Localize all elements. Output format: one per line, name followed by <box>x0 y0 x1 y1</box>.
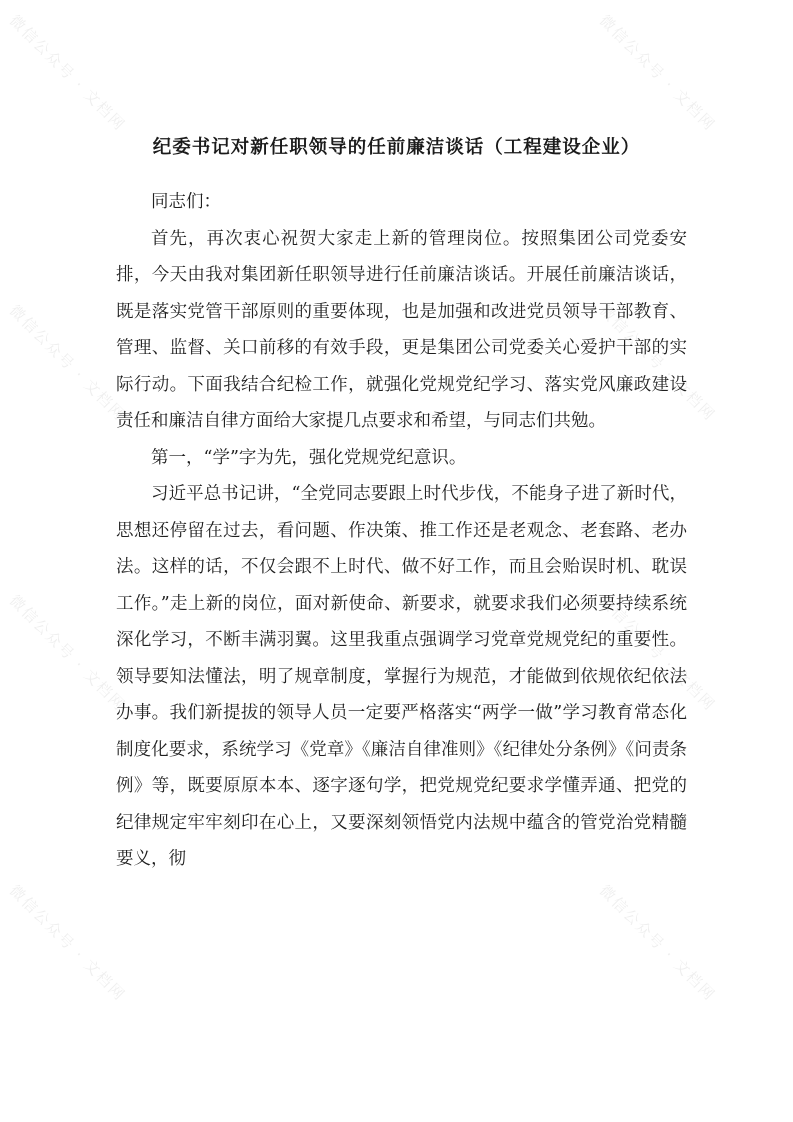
watermark-text: 微信公众号 · 文档网 <box>595 11 720 135</box>
salutation-paragraph: 同志们： <box>151 192 221 212</box>
watermark-text: 微信公众号 · 文档网 <box>5 301 130 425</box>
body-paragraph: 习近平总书记讲，“全党同志要跟上时代步伐，不能身子进了新时代，思想还停留在过去，看问题、作决策、推工作还是老观念、老套路、老办法。这样的话，不仅会跟不上时代、做不好工作，而且会贻误时机、耽误工作。”走上新的岗位，面对新使命、新要求，就要求我们必须要持续系统深化学习，不断丰满羽翼。这里我重点强调学习党章党规党纪的重要性。领导要知法懂法，明了规章制度，掌握行为规范，才能做到依规依纪依法办事。我们新提拔的领导人员一定要严格落实“两学一做”学习教育常态化制度化要求，系统学习《党章》《廉洁自律准则》《纪律处分条例》《问责条例》等，既要原原本本、逐字逐句学，把党规党纪要求学懂弄通、把党的纪律规定牢牢刻印在心上，又要深刻领悟党内法规中蕴含的管党治党精髓要义，彻 <box>116 484 687 869</box>
watermark-text: 微信公众号 · 文档网 <box>595 301 720 425</box>
watermark-text: 微信公众号 · 文档网 <box>595 591 720 715</box>
watermark-text: 微信公众号 · 文档网 <box>5 11 130 135</box>
watermark-text: 微信公众号 · 文档网 <box>5 881 130 1005</box>
intro-paragraph: 首先，再次衷心祝贺大家走上新的管理岗位。按照集团公司党委安排，今天由我对集团新任职领导进行任前廉洁谈话。开展任前廉洁谈话，既是落实党管干部原则的重要体现，也是加强和改进党员领导干部教育、管理、监督、关口前移的有效手段，更是集团公司党委关心爱护干部的实际行动。下面我结合纪检工作，就强化党规党纪学习、落实党风廉政建设责任和廉洁自律方面给大家提几点要求和希望，与同志们共勉。 <box>116 228 687 431</box>
document-title: 纪委书记对新任职领导的任前廉洁谈话（工程建设企业） <box>152 137 641 158</box>
document-body <box>116 184 687 878</box>
section-heading: 第一，“学”字为先，强化党规党纪意识。 <box>151 447 467 468</box>
watermark-text: 微信公众号 · 文档网 <box>595 881 720 1005</box>
watermark-text: 微信公众号 · 文档网 <box>5 591 130 715</box>
